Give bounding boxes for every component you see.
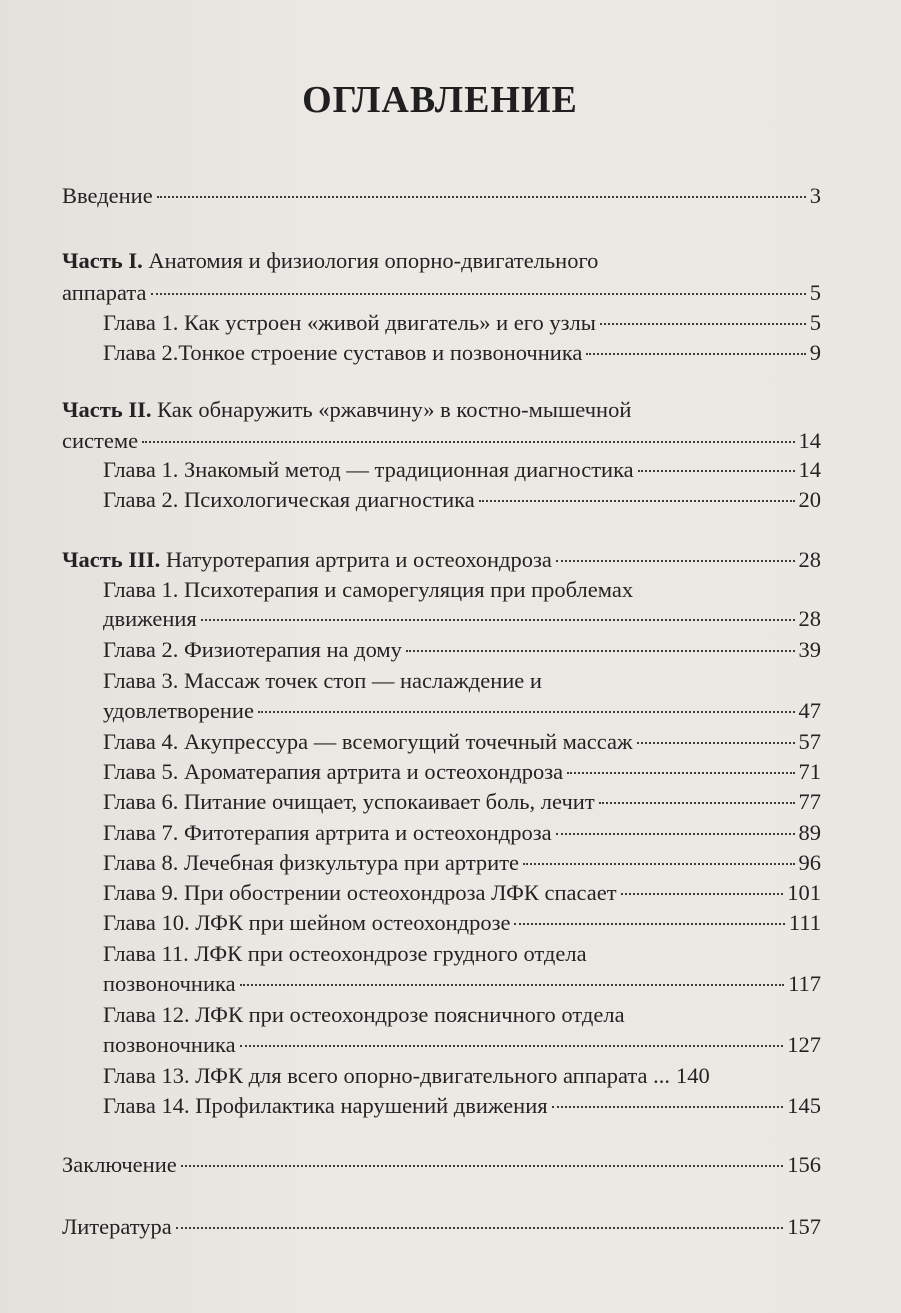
toc-entry-label: Глава 14. Профилактика нарушений движения <box>103 1093 548 1118</box>
toc-entry-label: позвоночника <box>103 971 236 996</box>
dot-leader <box>599 801 795 804</box>
part-title: Как обнаружить «ржавчину» в костно-мышечной <box>157 397 632 422</box>
toc-chapter-first-line: Глава 1. Психотерапия и саморегуляция при проблемах <box>103 577 634 602</box>
toc-entry-label: Глава 5. Ароматерапия артрита и остеохондроза <box>103 759 564 784</box>
toc-entry-label: Глава 2. Психологическая диагностика <box>103 487 475 512</box>
toc-entry-label: Заключение <box>62 1152 177 1177</box>
dot-leader <box>151 292 806 295</box>
toc-page-number: 20 <box>798 487 821 512</box>
toc-entry-label: Глава 13. ЛФК для всего опорно-двигательного аппарата ... <box>103 1063 670 1088</box>
dot-leader <box>600 322 806 325</box>
toc-entry-part-2 <box>62 428 821 454</box>
toc-page-number: 157 <box>787 1214 821 1239</box>
toc-entry-chapter <box>103 310 821 336</box>
dot-leader <box>406 649 795 652</box>
dot-leader <box>514 922 784 925</box>
toc-page-number: 140 <box>676 1063 710 1088</box>
part-title-continuation: системе <box>62 428 139 453</box>
toc-entry-label: Глава 7. Фитотерапия артрита и остеохондроза <box>103 820 552 845</box>
dot-leader <box>638 469 795 472</box>
dot-leader <box>552 1105 784 1108</box>
toc-entry-label: движения <box>103 606 197 631</box>
toc-entry-chapter <box>103 340 821 366</box>
dot-leader <box>479 499 795 502</box>
toc-page-number: 57 <box>798 729 821 754</box>
toc-entry-intro <box>62 183 821 209</box>
toc-entry-label: Литература <box>62 1214 172 1239</box>
toc-entry-label: позвоночника <box>103 1032 236 1057</box>
dot-leader <box>523 862 794 865</box>
toc-page-number: 3 <box>809 183 821 208</box>
toc-page-number: 28 <box>798 547 821 572</box>
toc-entry-chapter <box>103 971 821 997</box>
part-title-continuation: аппарата <box>62 280 147 305</box>
toc-entry-chapter <box>103 606 821 632</box>
part-number: Часть I. <box>62 248 143 273</box>
toc-chapter-first-line: Глава 12. ЛФК при остеохондрозе поясничного отдела <box>103 1002 625 1027</box>
toc-entry-part-1 <box>62 280 821 306</box>
toc-page-number: 89 <box>798 820 821 845</box>
toc-page-number: 28 <box>798 606 821 631</box>
toc-page-number: 39 <box>798 637 821 662</box>
toc-page-number: 14 <box>798 428 821 453</box>
dot-leader <box>157 195 806 198</box>
dot-leader <box>181 1164 784 1167</box>
toc-entry-chapter <box>103 457 821 483</box>
toc-entry-label: Глава 10. ЛФК при шейном остеохондрозе <box>103 910 511 935</box>
toc-chapter-first-line: Глава 11. ЛФК при остеохондрозе грудного отдела <box>103 941 587 966</box>
dot-leader <box>556 559 795 562</box>
part-number: Часть III. <box>62 547 161 572</box>
toc-entry-label: Глава 2.Тонкое строение суставов и позвоночника <box>103 340 583 365</box>
toc-entry-chapter <box>103 487 821 513</box>
toc-page-number: 47 <box>798 698 821 723</box>
dot-leader <box>556 832 795 835</box>
toc-entry-label: Глава 9. При обострении остеохондроза ЛФК спасает <box>103 880 617 905</box>
toc-entry-chapter <box>103 637 821 663</box>
dot-leader <box>240 1044 784 1047</box>
part-number: Часть II. <box>62 397 152 422</box>
dot-leader <box>637 741 795 744</box>
toc-entry-part-3 <box>62 547 821 573</box>
toc-page-number: 9 <box>809 340 821 365</box>
toc-page-number: 5 <box>809 310 821 335</box>
toc-entry-label: Глава 1. Как устроен «живой двигатель» и его узлы <box>103 310 596 335</box>
toc-page-number: 5 <box>809 280 821 305</box>
toc-entry-chapter <box>103 820 821 846</box>
toc-entry-label: Глава 8. Лечебная физкультура при артрите <box>103 850 520 875</box>
toc-page-number: 156 <box>787 1152 821 1177</box>
toc-page-number: 101 <box>787 880 821 905</box>
toc-page-number: 14 <box>798 457 821 482</box>
toc-part-heading <box>62 248 598 274</box>
toc-entry-label: Глава 2. Физиотерапия на дому <box>103 637 402 662</box>
toc-chapter-first-line: Глава 3. Массаж точек стоп — наслаждение и <box>103 668 542 693</box>
toc-part-heading <box>62 397 631 423</box>
dot-leader <box>621 892 784 895</box>
toc-entry-chapter <box>103 729 821 755</box>
toc-entry-label: Глава 1. Знакомый метод — традиционная диагностика <box>103 457 634 482</box>
toc-entry-chapter <box>103 1063 821 1089</box>
toc-entry-chapter <box>103 789 821 815</box>
toc-entry-chapter <box>103 698 821 724</box>
toc-page-number: 96 <box>798 850 821 875</box>
toc-entry-label: Глава 4. Акупрессура — всемогущий точечный массаж <box>103 729 633 754</box>
part-title: Анатомия и физиология опорно-двигательного <box>148 248 599 273</box>
toc-entry-chapter <box>103 1032 821 1058</box>
dot-leader <box>258 710 795 713</box>
toc-entry-label: удовлетворение <box>103 698 254 723</box>
dot-leader <box>176 1226 783 1229</box>
toc-page-number: 77 <box>798 789 821 814</box>
toc-entry-label: Введение <box>62 183 153 208</box>
toc-page-number: 117 <box>788 971 821 996</box>
toc-entry-chapter <box>103 759 821 785</box>
page-title: ОГЛАВЛЕНИЕ <box>302 79 578 121</box>
toc-entry-label: Глава 6. Питание очищает, успокаивает боль, лечит <box>103 789 595 814</box>
toc-entry-chapter <box>103 850 821 876</box>
toc-entry-literature <box>62 1214 821 1240</box>
dot-leader <box>201 618 795 621</box>
toc-entry-chapter <box>103 880 821 906</box>
toc-entry-chapter <box>103 1093 821 1119</box>
dot-leader <box>567 771 794 774</box>
toc-entry-chapter <box>103 910 821 936</box>
dot-leader <box>586 352 805 355</box>
dot-leader <box>142 440 794 443</box>
toc-page-number: 145 <box>787 1093 821 1118</box>
toc-entry-conclusion <box>62 1152 821 1178</box>
dot-leader <box>240 983 784 986</box>
toc-page-number: 71 <box>798 759 821 784</box>
toc-entry-label <box>62 547 552 573</box>
toc-page-number: 127 <box>787 1032 821 1057</box>
part-title: Натуротерапия артрита и остеохондроза <box>165 547 552 572</box>
toc-page-number: 111 <box>788 910 821 935</box>
